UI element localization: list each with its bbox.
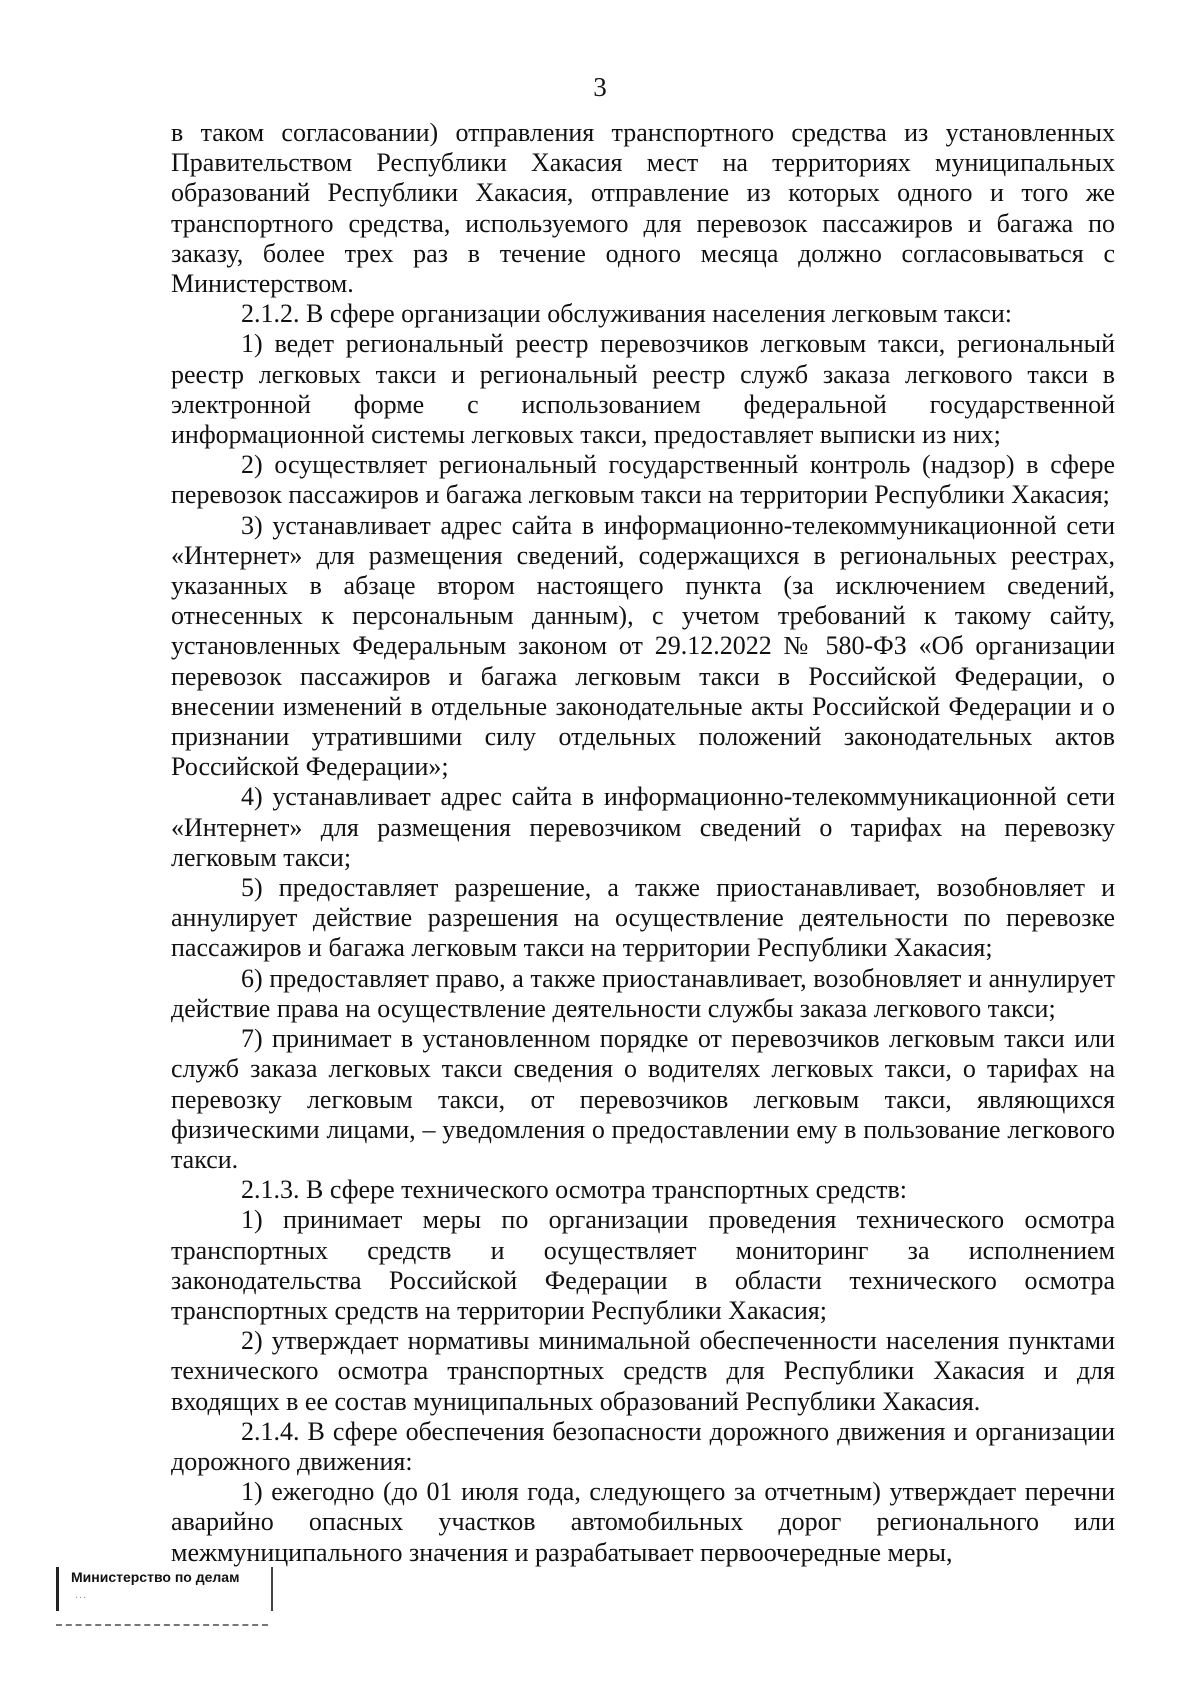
paragraph: в таком согласовании) отправления транспортного средства из установленных Правительством Республики Хакасия мест на территориях муниципальных образований Республики Хакасия, отправление из которых одного и того же транспортного средства, используемого для перевозок пассажиров и багажа по заказу, более трех раз в течение одного месяца должно согласовываться с Министерством. bbox=[171, 118, 1115, 299]
paragraph: 5) предоставляет разрешение, а также приостанавливает, возобновляет и аннулирует действие разрешения на осуществление деятельности по перевозке пассажиров и багажа легковым такси на территории Республики Хакасия; bbox=[171, 873, 1115, 963]
paragraph: 4) устанавливает адрес сайта в информационно-телекоммуникационной сети «Интернет» для размещения перевозчиком сведений о тарифах на перевозку легковым такси; bbox=[171, 782, 1115, 872]
paragraph: 6) предоставляет право, а также приостанавливает, возобновляет и аннулирует действие права на осуществление деятельности службы заказа легкового такси; bbox=[171, 963, 1115, 1023]
paragraph: 2) утверждает нормативы минимальной обеспеченности населения пунктами технического осмотра транспортных средств для Республики Хакасия и для входящих в ее состав муниципальных образований Республики Хакасия. bbox=[171, 1326, 1115, 1416]
paragraph: 3) устанавливает адрес сайта в информационно-телекоммуникационной сети «Интернет» для размещения сведений, содержащихся в региональных реестрах, указанных в абзаце втором настоящего пункта (за исключением сведений, отнесенных к персональным данным), с учетом требований к такому сайту, установленных Федеральным законом от 29.12.2022 № 580-ФЗ «Об организации перевозок пассажиров и багажа легковым такси в Российской Федерации, о внесении изменений в отдельные законодательные акты Российской Федерации и о признании утратившими силу отдельных положений законодательных актов Российской Федерации»; bbox=[171, 510, 1115, 782]
paragraph: 1) ежегодно (до 01 июля года, следующего за отчетным) утверждает перечни аварийно опасных участков автомобильных дорог регионального или межмуниципального значения и разрабатывает первоочередные меры, bbox=[171, 1477, 1115, 1567]
page-number: 3 bbox=[593, 72, 607, 102]
section-heading: 2.1.3. В сфере технического осмотра транспортных средств: bbox=[241, 1175, 908, 1205]
registration-stamp bbox=[56, 1567, 273, 1611]
document-body bbox=[171, 118, 1115, 1568]
section-heading: 2.1.4. В сфере обеспечения безопасности дорожного движения и организации дорожного движения: bbox=[171, 1416, 1115, 1476]
stamp-underline bbox=[56, 1624, 268, 1626]
stamp-line1: Министерство по делам bbox=[71, 1569, 240, 1585]
paragraph: 1) ведет региональный реестр перевозчиков легковым такси, региональный реестр легковых такси и региональный реестр служб заказа легкового такси в электронной форме с использованием федеральной государственной информационной системы легковых такси, предоставляет выписки из них; bbox=[171, 329, 1115, 450]
stamp-line2: ... bbox=[75, 1589, 88, 1601]
paragraph: 7) принимает в установленном порядке от перевозчиков легковым такси или служб заказа легковых такси сведения о водителях легковых такси, о тарифах на перевозку легковым такси, от перевозчиков легковым такси, являющихся физическими лицами, – уведомления о предоставлении ему в пользование легкового такси. bbox=[171, 1024, 1115, 1174]
section-heading: 2.1.2. В сфере организации обслуживания населения легковым такси: bbox=[241, 299, 1012, 329]
paragraph: 1) принимает меры по организации проведения технического осмотра транспортных средств и осуществляет мониторинг за исполнением законодательства Российской Федерации в области технического осмотра транспортных средств на территории Республики Хакасия; bbox=[171, 1205, 1115, 1325]
paragraph: 2) осуществляет региональный государственный контроль (надзор) в сфере перевозок пассажиров и багажа легковым такси на территории Республики Хакасия; bbox=[171, 450, 1115, 510]
